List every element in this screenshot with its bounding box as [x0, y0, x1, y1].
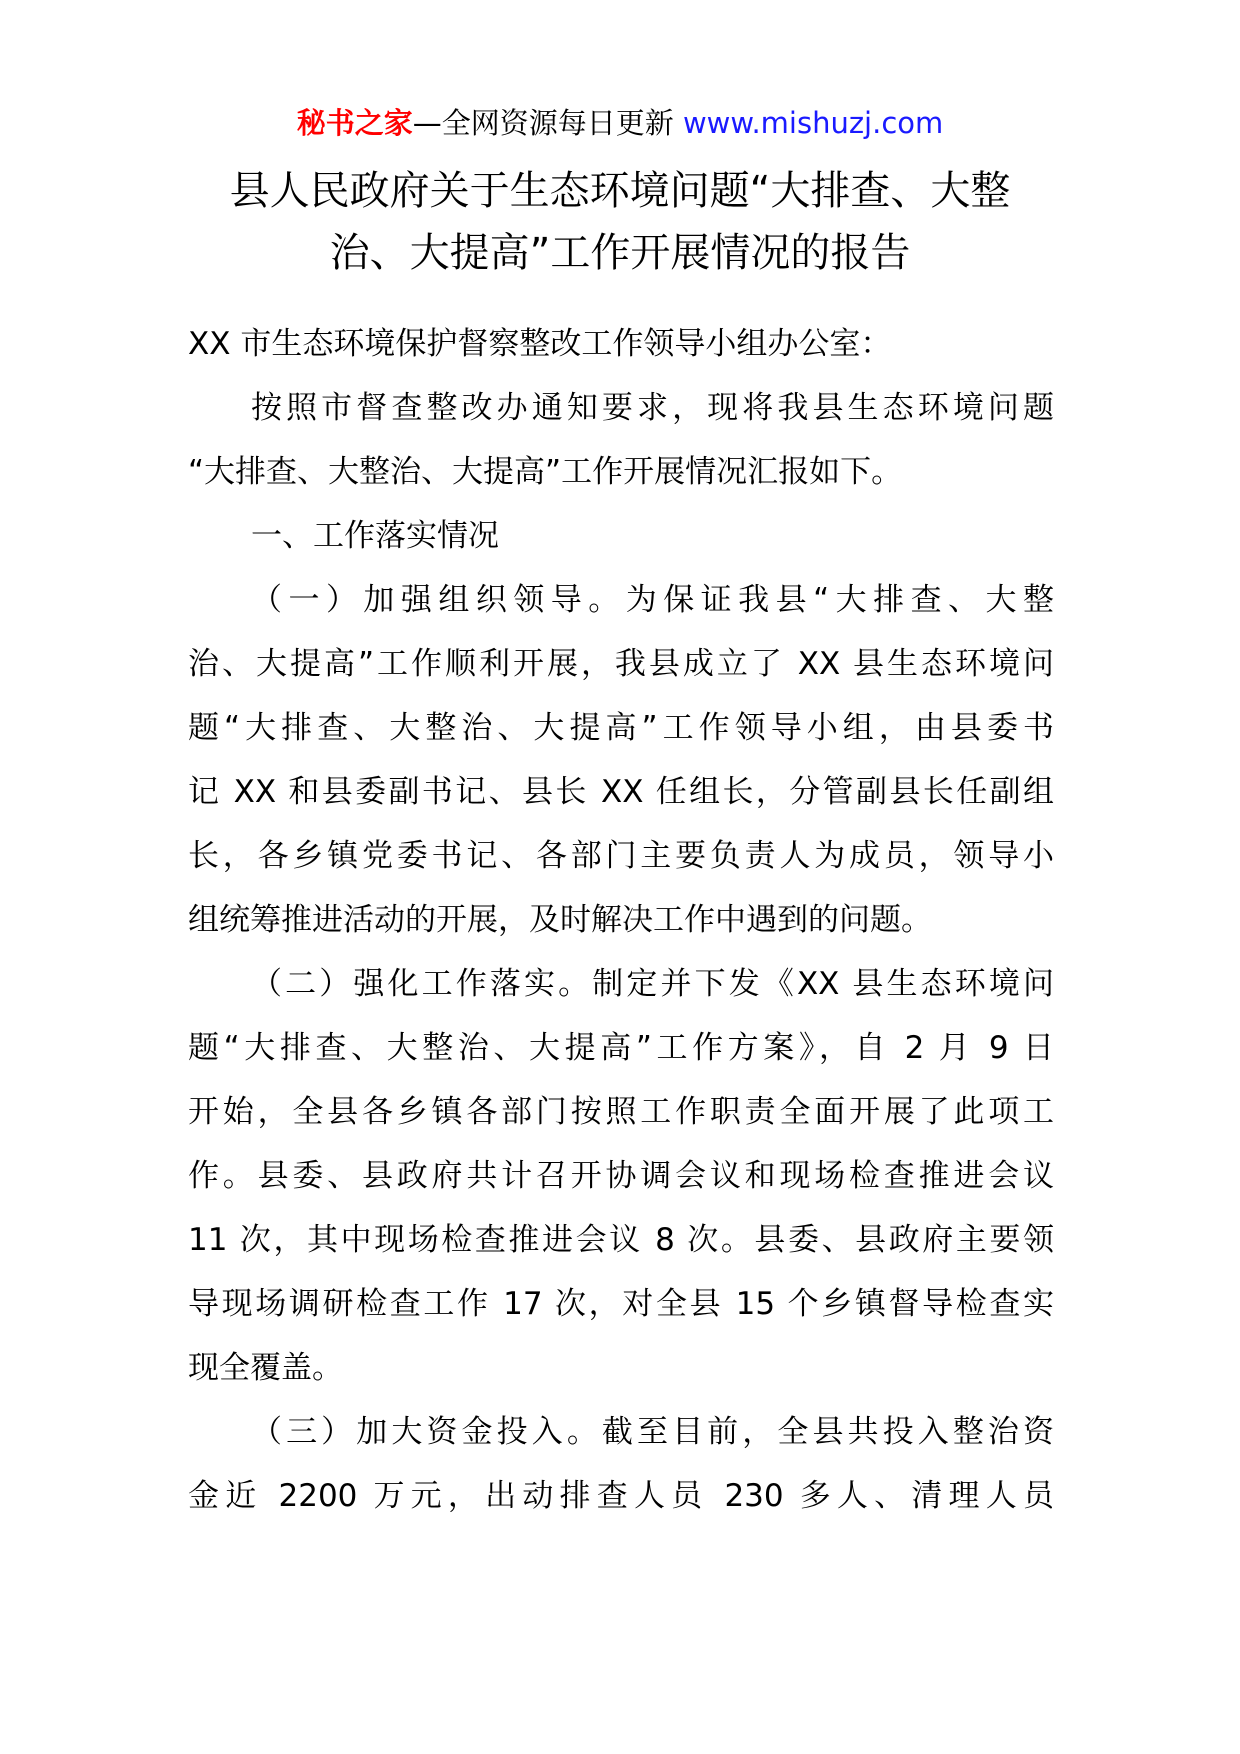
salutation: XX 市生态环境保护督察整改工作领导小组办公室： [188, 326, 892, 362]
paragraph-line: 导现场调研检查工作 17 次，对全县 15 个乡镇督导检查实 [188, 1286, 1054, 1322]
paragraph-line: 作。县委、县政府共计召开协调会议和现场检查推进会议 [188, 1158, 1054, 1194]
intro-line: 按照市督查整改办通知要求，现将我县生态环境问题 [251, 390, 1054, 426]
paragraph-line: 长，各乡镇党委书记、各部门主要负责人为成员，领导小 [188, 838, 1054, 874]
paragraph-line: 记 XX 和县委副书记、县长 XX 任组长，分管副县长任副组 [188, 774, 1054, 810]
section-heading: 一、工作落实情况 [251, 518, 499, 554]
site-header [0, 103, 1240, 143]
paragraph-line: （一）加强组织领导。为保证我县“大排查、大整 [251, 582, 1054, 618]
paragraph-line: （二）强化工作落实。制定并下发《XX 县生态环境问 [251, 966, 1054, 1002]
paragraph-line: 治、大提高”工作顺利开展，我县成立了 XX 县生态环境问 [188, 646, 1054, 682]
intro-line: “大排查、大整治、大提高”工作开展情况汇报如下。 [188, 454, 903, 490]
title-line: 县人民政府关于生态环境问题“大排查、大整 [229, 168, 1011, 214]
title-line: 治、大提高”工作开展情况的报告 [329, 230, 911, 276]
header-tagline: —全网资源每日更新 [412, 106, 674, 140]
paragraph-line: （三）加大资金投入。截至目前，全县共投入整治资 [251, 1414, 1054, 1450]
brand-name: 秘书之家 [296, 106, 413, 140]
document-title [120, 160, 1120, 284]
document-body [188, 312, 1054, 1528]
paragraph-line: 11 次，其中现场检查推进会议 8 次。县委、县政府主要领 [188, 1222, 1054, 1258]
paragraph-line: 开始，全县各乡镇各部门按照工作职责全面开展了此项工 [188, 1094, 1054, 1130]
paragraph-line: 题“大排查、大整治、大提高”工作方案》，自 2 月 9 日 [188, 1030, 1054, 1066]
paragraph-line: 金近 2200 万元，出动排查人员 230 多人、清理人员 [188, 1478, 1054, 1514]
paragraph-line: 现全覆盖。 [188, 1350, 343, 1386]
paragraph-line: 组统筹推进活动的开展，及时解决工作中遇到的问题。 [188, 902, 932, 938]
paragraph-line: 题“大排查、大整治、大提高”工作领导小组，由县委书 [188, 710, 1054, 746]
site-url-link[interactable]: www.mishuzj.com [682, 106, 944, 140]
